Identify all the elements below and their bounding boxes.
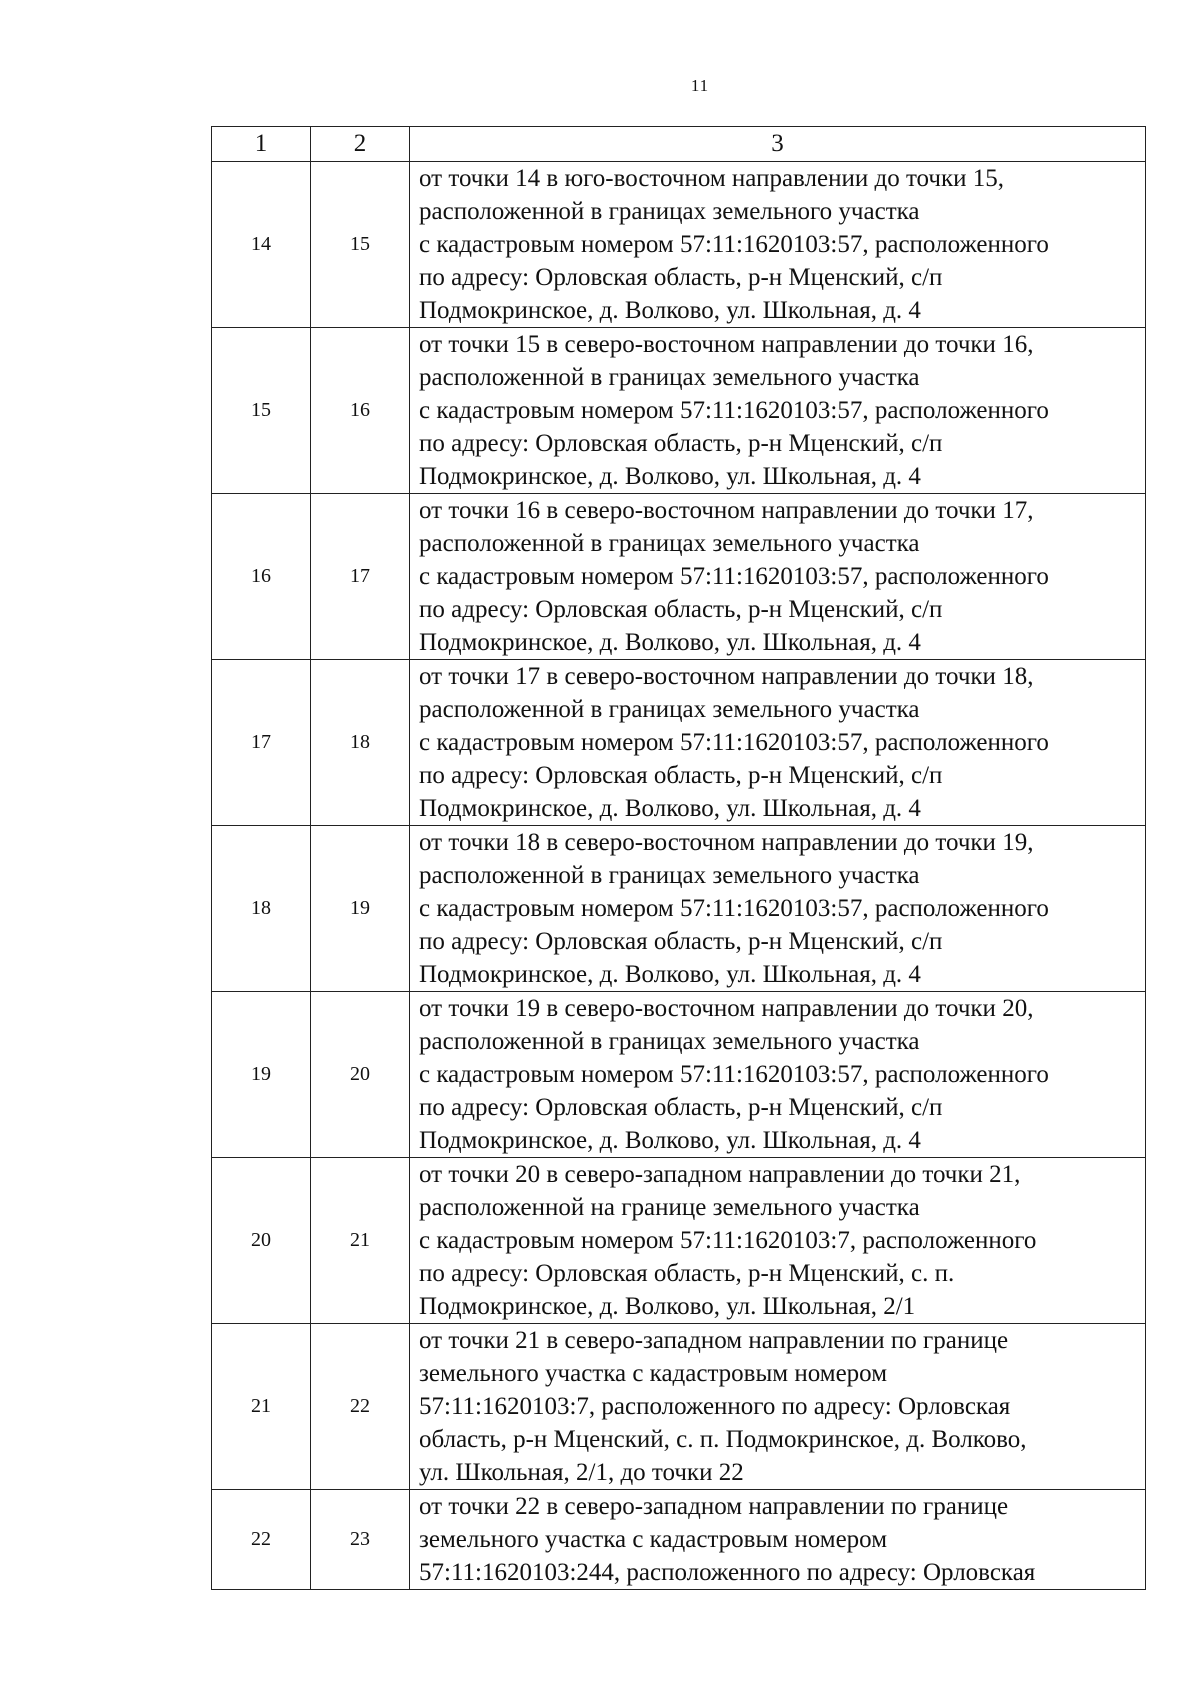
description-line: с кадастровым номером 57:11:1620103:57, расположенного [419,231,1049,258]
description-line: 57:11:1620103:244, расположенного по адресу: Орловская [419,1559,1036,1586]
point-from-cell: 19 [212,992,311,1158]
description-line: расположенной в границах земельного участка [419,862,920,889]
point-to-cell: 19 [311,826,410,992]
table-row [212,494,1146,660]
description-line: по адресу: Орловская область, р-н Мценский, с. п. [419,1260,955,1287]
boundary-description-cell [410,992,1146,1158]
boundary-description-cell [410,494,1146,660]
description-line: с кадастровым номером 57:11:1620103:57, расположенного [419,1061,1049,1088]
point-to-cell: 15 [311,162,410,328]
description-line: от точки 19 в северо-восточном направлении до точки 20, [419,995,1034,1022]
point-to-cell: 16 [311,328,410,494]
description-line: 57:11:1620103:7, расположенного по адресу: Орловская [419,1393,1011,1420]
header-col-3: 3 [410,127,1146,162]
description-line: земельного участка с кадастровым номером [419,1526,888,1553]
boundary-description-cell [410,162,1146,328]
description-line: расположенной в границах земельного участка [419,696,920,723]
point-from-cell: 21 [212,1324,311,1490]
description-line: Подмокринское, д. Волково, ул. Школьная, д. 4 [419,463,921,490]
description-line: от точки 15 в северо-восточном направлении до точки 16, [419,331,1034,358]
description-line: по адресу: Орловская область, р-н Мценский, с/п [419,430,943,457]
point-to-cell: 20 [311,992,410,1158]
boundary-description-cell [410,1324,1146,1490]
table-row [212,660,1146,826]
description-line: Подмокринское, д. Волково, ул. Школьная, д. 4 [419,1127,921,1154]
description-line: от точки 16 в северо-восточном направлении до точки 17, [419,497,1034,524]
boundary-description-cell [410,826,1146,992]
table-row [212,992,1146,1158]
description-line: расположенной на границе земельного участка [419,1194,920,1221]
point-to-cell: 21 [311,1158,410,1324]
header-col-1: 1 [212,127,311,162]
point-from-cell: 18 [212,826,311,992]
description-line: от точки 17 в северо-восточном направлении до точки 18, [419,663,1034,690]
description-line: по адресу: Орловская область, р-н Мценский, с/п [419,1094,943,1121]
description-line: с кадастровым номером 57:11:1620103:57, расположенного [419,729,1049,756]
table-row [212,1490,1146,1590]
description-line: по адресу: Орловская область, р-н Мценский, с/п [419,596,943,623]
description-line: по адресу: Орловская область, р-н Мценский, с/п [419,928,943,955]
table-body [212,127,1146,1590]
page-number: 11 [690,76,710,95]
description-line: от точки 14 в юго-восточном направлении до точки 15, [419,165,1004,192]
description-line: земельного участка с кадастровым номером [419,1360,888,1387]
point-from-cell: 16 [212,494,311,660]
boundary-table [211,126,1146,1590]
point-from-cell: 14 [212,162,311,328]
description-line: по адресу: Орловская область, р-н Мценский, с/п [419,264,943,291]
description-line: ул. Школьная, 2/1, до точки 22 [419,1459,744,1486]
description-line: с кадастровым номером 57:11:1620103:57, расположенного [419,895,1049,922]
point-from-cell: 22 [212,1490,311,1590]
boundary-description-cell [410,328,1146,494]
description-line: область, р-н Мценский, с. п. Подмокринское, д. Волково, [419,1426,1027,1453]
boundary-description-cell [410,1158,1146,1324]
description-line: от точки 22 в северо-западном направлении по границе [419,1493,1009,1520]
description-line: Подмокринское, д. Волково, ул. Школьная, д. 4 [419,961,921,988]
description-line: по адресу: Орловская область, р-н Мценский, с/п [419,762,943,789]
table-row [212,328,1146,494]
description-line: Подмокринское, д. Волково, ул. Школьная, д. 4 [419,795,921,822]
point-from-cell: 17 [212,660,311,826]
description-line: Подмокринское, д. Волково, ул. Школьная, 2/1 [419,1293,916,1320]
description-line: с кадастровым номером 57:11:1620103:57, расположенного [419,563,1049,590]
description-line: расположенной в границах земельного участка [419,364,920,391]
description-line: Подмокринское, д. Волково, ул. Школьная, д. 4 [419,297,921,324]
table-row [212,162,1146,328]
point-from-cell: 20 [212,1158,311,1324]
point-to-cell: 18 [311,660,410,826]
description-line: расположенной в границах земельного участка [419,530,920,557]
description-line: Подмокринское, д. Волково, ул. Школьная, д. 4 [419,629,921,656]
boundary-description-cell [410,1490,1146,1590]
table-row [212,1158,1146,1324]
description-line: расположенной в границах земельного участка [419,1028,920,1055]
table-header-row [212,127,1146,162]
description-line: с кадастровым номером 57:11:1620103:57, расположенного [419,397,1049,424]
point-to-cell: 22 [311,1324,410,1490]
header-col-2: 2 [311,127,410,162]
description-line: от точки 20 в северо-западном направлении до точки 21, [419,1161,1021,1188]
boundary-description-cell [410,660,1146,826]
point-to-cell: 23 [311,1490,410,1590]
point-from-cell: 15 [212,328,311,494]
description-line: от точки 18 в северо-восточном направлении до точки 19, [419,829,1034,856]
description-line: расположенной в границах земельного участка [419,198,920,225]
table-row [212,826,1146,992]
description-line: с кадастровым номером 57:11:1620103:7, расположенного [419,1227,1037,1254]
point-to-cell: 17 [311,494,410,660]
description-line: от точки 21 в северо-западном направлении по границе [419,1327,1009,1354]
table-row [212,1324,1146,1490]
